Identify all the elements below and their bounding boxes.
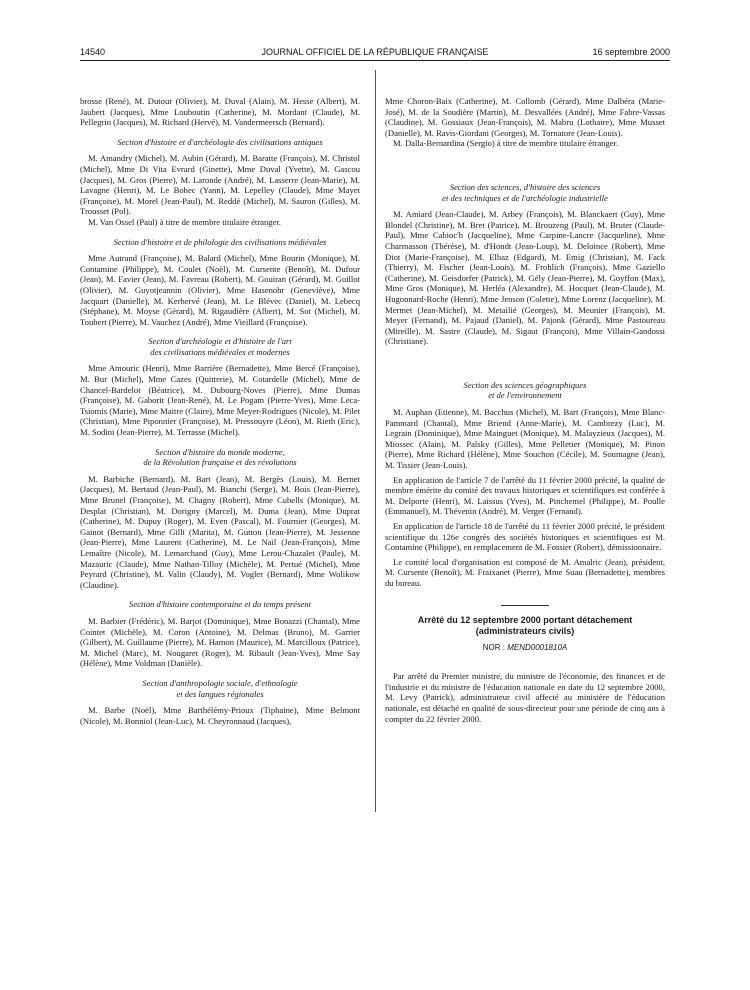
section-members-paragraph: Mme Amouric (Henri), Mme Barrière (Bernadette), Mme Bercé (Françoise), M. Bur (Michel), Mme Cazes (Quitterie), M. Cotardelle (Michel), Mme de Chancel-Bardelot (Béatrice), M. Dubourg-Noves (Pierre), Mme Dumas (Françoise), M. Gaborit (Jean-René), M. Le Pogam (Pierre-Yves), Mme Leca-Tsiomis (Marie), Mme Maitre (Claire), Mme Meyer-Rodrigues (Nicole), M. Pilet (Christian), Mme Piponnier (Françoise), M. Pressouyre (Léon), M. Rieth (Eric), M. Sodini (Jean-Pierre), M. Terrasse (Michel). (80, 363, 360, 438)
section-heading-line: Section d'anthropologie sociale, d'ethnologie (142, 677, 298, 688)
section-members-paragraph: M. Van Ossel (Paul) à titre de membre titulaire étranger. (88, 216, 281, 227)
spacer (385, 589, 665, 605)
nor-label: NOR : (482, 642, 505, 652)
spacer (385, 149, 665, 173)
spacer (385, 347, 665, 371)
right-column (385, 96, 665, 724)
left-intro-paragraph: brosse (René), M. Dutour (Olivier), M. Duval (Alain), M. Hesse (Albert), M. Jaubert (Jacques), Mme Louboutin (Catherine), M. Mordant (Claude), M. Pellegrin (Jacques), M. Richard (Hervé), M. Vandermeersch (Bernard). (80, 96, 360, 128)
section-heading-line: et de l'environnement (488, 390, 562, 401)
section-members-paragraph: M. Barbe (Noël), Mme Barthélémy-Prioux (Tiphaine), Mme Belmont (Nicole), M. Bonniol (Jean-Luc), M. Cheyronnaud (Jacques), (80, 705, 360, 726)
section-heading-line: Section des sciences géographiques (463, 379, 587, 390)
section-heading-modern-world (80, 447, 360, 468)
section-members-paragraph: M. Amandry (Michel), M. Aubin (Gérard), M. Baratte (François), M. Christol (Michel), Mme Di Vita Evrard (Ginette), Mme Duval (Yvette), M. Gascou (Jacques), M. Gros (Pierre), M. Laronde (André), M. Lasserre (Jean-Marie), M. Lavagne (Henri), M. Le Bohec (Yann), M. Lepelley (Claude), Mme Mayet (Françoise), M. Morel (Jean-Paul), M. Reddé (Michel), M. Sauron (Gilles), M. Trousset (Pol). (80, 153, 360, 217)
section-heading-medieval-art (80, 336, 360, 357)
section-heading-line: Section des sciences, d'histoire des sciences (449, 181, 601, 192)
journal-title: JOURNAL OFFICIEL DE LA RÉPUBLIQUE FRANÇAISE (261, 47, 489, 57)
arrete-body: Par arrêté du Premier ministre, du ministre de l'économie, des finances et de l'industrie et du ministre de l'éducation nationale en date du 12 septembre 2000, M. Levy (Patrick), administrateur civil affecté au ministère de l'éducation nationale, est détaché en qualité de sous-directeur pour une période de cinq ans à compter du 22 février 2000. (385, 671, 665, 724)
nor-code: MEND0001810A (507, 642, 568, 652)
section-heading-contemporary (80, 599, 360, 610)
section-heading-line: Section d'histoire et d'archéologie des civilisations antiques (117, 136, 323, 147)
section-heading-line: et des techniques et de l'archéologie industrielle (442, 192, 608, 203)
header-rule (80, 60, 670, 61)
closing-paragraph-president: En application de l'article 18 de l'arrêté du 11 février 2000 précité, le président scientifique du 126e congrès des sociétés historiques et scientifiques est M. Contamine (Philippe), en remplacement de M. Fossier (Robert), démissionnaire. (385, 521, 665, 553)
section-heading-line: et des langues régionales (176, 688, 264, 699)
right-intro-paragraph-2: M. Dalla-Bernardina (Sergio) à titre de membre titulaire étranger. (393, 138, 619, 149)
arrete-heading-line: Arrêté du 12 septembre 2000 portant détachement (417, 614, 633, 625)
column-divider (375, 70, 376, 812)
left-column (80, 96, 360, 726)
section-heading-line: Section d'histoire contemporaine et du temps présent (129, 599, 311, 610)
section-members-paragraph: Mme Autrand (Françoise), M. Balard (Michel), Mme Bourin (Monique), M. Contamine (Philippe), M. Coulet (Noël), M. Cursente (Benoît), M. Dufour (Jean), M. Favier (Jean), M. Favreau (Robert), M. Gouiran (Gérard), M. Guillot (Olivier), M. Guyotjeannin (Olivier), Mme Hasenohr (Geneviève), Mme Jacquart (Danielle), M. Kerhervé (Jean), M. Le Blévec (Daniel), M. Lebecq (Stéphane), M. Moyse (Gérard), M. Rigaudière (Albert), M. Sot (Michel), M. Toubert (Pierre), M. Vauchez (André), Mme Vieillard (Françoise). (80, 253, 360, 327)
arrete-heading-line: (administrateurs civils) (475, 625, 575, 636)
section-heading-geography (385, 380, 665, 401)
section-heading-medieval-philology (80, 237, 360, 248)
closing-paragraph-committee: Le comité local d'organisation est composé de M. Amalric (Jean), président, M. Cursente (Benoît), M. Fraixanet (Pierre), Mme Suau (Bernadette), membres du bureau. (385, 556, 665, 588)
page-number: 14540 (80, 47, 106, 57)
page-header (80, 44, 670, 60)
section-members-paragraph: M. Barbiche (Bernard), M. Bart (Jean), M. Bergès (Louis), M. Bernet (Jacques), M. Bertaud (Jean-Paul), M. Bianchi (Serge), M. Bois (Jean-Pierre), Mme Brunel (Françoise), M. Chagny (Robert), Mme Cubells (Monique), M. Desplat (Christian), M. Dorigny (Marcel), M. Duma (Jean), Mme Duprat (Catherine), M. Dupuy (Roger), M. Even (Pascal), M. Fournier (Georges), M. Gainot (Bernard), Mme Gilli (Marita), M. Gutton (Jean-Pierre), M. Jessenne (Jean-Pierre), Mme Laurent (Catherine), M. Le Nail (Jean-François), Mme Lemaître (Nicole), M. Lemarchand (Guy), Mme Lerou-Chazalet (Paule), M. Mazauric (Claude), Mme Nathan-Tilloy (Michèle), M. Pertué (Michel), Mme Peyrard (Christine), M. Valin (Claudy), M. Vogler (Bernard), Mme Wolikow (Claudine). (80, 473, 360, 590)
section-heading-sciences (385, 182, 665, 203)
section-heading-antiquity (80, 137, 360, 148)
section-heading-line: des civilisations médiévales et modernes (150, 346, 290, 357)
publication-date: 16 septembre 2000 (592, 47, 670, 57)
section-heading-anthropology (80, 678, 360, 699)
section-heading-line: Section d'histoire du monde moderne, (155, 446, 285, 457)
section-members-paragraph: M. Auphan (Etienne), M. Bacchus (Michel), M. Bart (François), Mme Blanc-Pammard (Chantal), Mme Briend (Anne-Marie), M. Cambrezy (Luc), M. Legrain (Dominique), Mme Mainguet (Monique), M. Malayzieux (Jacques), M. Miossec (Alain), M. Palsky (Gilles), Mme Pelletier (Monique), M. Pinon (Pierre), Mme Richard (Hélène), Mme Souchon (Cécile), M. Soumagne (Jean), M. Tissier (Jean-Louis). (385, 407, 665, 471)
closing-paragraph-emeritus: En application de l'article 7 de l'arrêté du 11 février 2000 précité, la qualité de membre émérite du comité des travaux historiques et scientifiques est conférée à M. Delporte (Henri), M. Laissus (Yves), M. Pinchemel (Philippe), M. Poulle (Emmanuel), M. Thévenin (André), M. Verger (Fernand). (385, 474, 665, 517)
section-members-paragraph: M. Barbier (Frédéric), M. Barjot (Dominique), Mme Bonazzi (Chantal), Mme Cointet (Michèle), M. Coron (Antoine), M. Delmas (Bruno), M. Garrier (Gilbert), M. Guillaume (Pierre), M. Hamon (Maurice), M. Marcilloux (Patrice), M. Michel (Marc), M. Nougaret (Roger), M. Ribault (Jean-Yves), Mme Say (Hélène), Mme Voldman (Danièle). (80, 615, 360, 669)
section-heading-line: Section d'histoire et de philologie des civilisations médiévales (113, 236, 327, 247)
section-heading-line: Section d'archéologie et d'histoire de l'art (148, 336, 292, 347)
section-members-paragraph: M. Amiard (Jean-Claude), M. Arbey (François), M. Blanckaert (Guy), Mme Blondel (Christine), M. Bret (Patrice), M. Brouzeng (Paul), M. Bruter (Claude-Paul), Mme Cabioc'h (Jacqueline), Mme Carpine-Lancre (Jacqueline), Mme Charmasson (Thérèse), M. d'Hondt (Jean-Loup), M. Deloince (Robert), Mme Diot (Marie-Françoise), M. Elbaz (Edgard), M. Emig (Christian), M. Fack (Thierry), M. Fischer (Jean-Louis), M. Frohlich (François), Mme Gaziello (Catherine), M. Geisdorfer (Patrick), M. Gély (Jean-Pierre), M. Goyffon (Max), Mme Gros (Monique), M. Herléa (Alexandre), M. Hocquet (Jean-Claude), M. Hugonnard-Roche (Henri), Mme Jenson (Colette), Mme Lorenz (Jacqueline), M. Mermet (Jean-Michel), M. Metailié (Georges), M. Meunier (François), M. Meyer (Fernand), M. Pajaud (Daniel), M. Pajonk (Gérard), Mme Pastoureau (Mireille), M. Sastre (Claude), M. Sigaut (François), Mme Villain-Gandossi (Christiane). (385, 209, 665, 347)
separator-rule (501, 605, 549, 606)
section-heading-line: de la Révolution française et des révolutions (143, 457, 297, 468)
nor-reference (385, 643, 665, 654)
right-intro-paragraph: Mme Choron-Baix (Catherine), M. Collomb (Gérard), Mme Dalbéra (Marie-José), M. de la Soudière (Martin), M. Desvallées (André), Mme Fabre-Vassas (Claudine), M. Gossiaux (Jean-François), M. Mabru (Lothaire), Mme Musset (Danielle), M. Ravis-Giordani (Georges), M. Tornatore (Jean-Louis). (385, 96, 665, 138)
arrete-heading (385, 615, 665, 637)
